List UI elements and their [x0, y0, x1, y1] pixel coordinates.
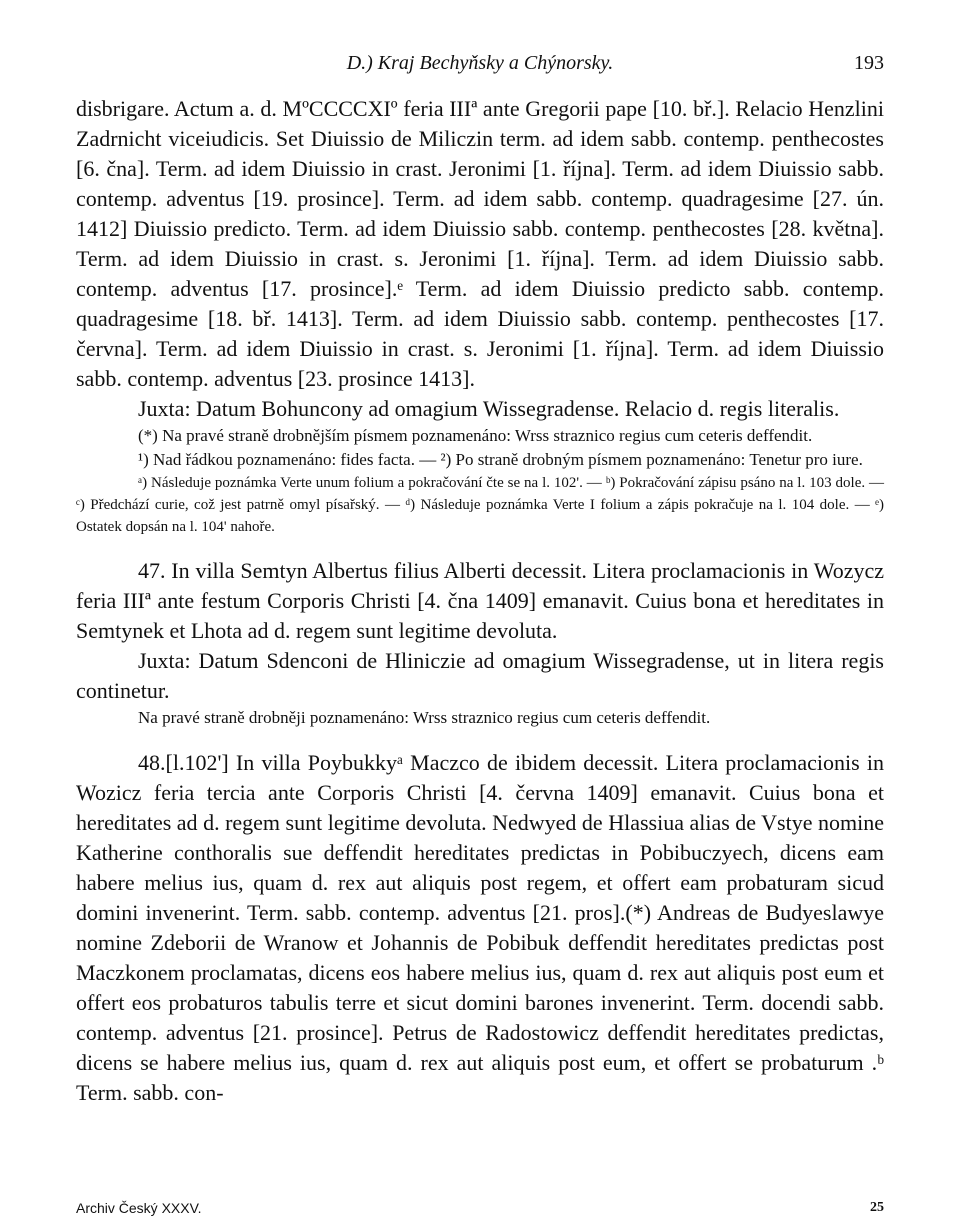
- note-marginal-46: (*) Na pravé straně drobnějším písmem poznamenáno: Wrss straznico regius cum ceteris deffendit.: [138, 426, 813, 445]
- footnotes-lettered: ᵃ) Následuje poznámka Verte unum folium a pokračování čte se na l. 102'. — ᵇ) Pokračování zápisu psáno na l. 103 dole. — ᶜ) Předchází curie, což jest patrně omyl písařský. — ᵈ) Následuje poznámka Verte I folium a zápis pokračuje na l. 104 dole. — ᵉ) Ostatek dopsán na l. 104' nahoře.: [76, 475, 884, 535]
- page-body: [76, 94, 884, 1108]
- paragraph-entry-47: 47. In villa Semtyn Albertus filius Alberti decessit. Litera proclamacionis in Wozycz feria IIIª ante festum Corporis Christi [4. čna 1409] emanavit. Cuius bona et hereditates in Semtynek et Lhota ad d. regem sunt legitime devoluta.: [76, 558, 884, 643]
- paragraph-juxta-47: Juxta: Datum Sdenconi de Hliniczie ad omagium Wissegradense, ut in litera regis continetur.: [76, 648, 884, 703]
- footer-signature: 25: [870, 1200, 884, 1215]
- running-header: D.) Kraj Bechyňsky a Chýnorsky.: [346, 52, 614, 74]
- note-marginal-47: Na pravé straně drobněji poznamenáno: Wrss straznico regius cum ceteris deffendit.: [138, 708, 711, 727]
- footnotes-numbered: ¹) Nad řádkou poznamenáno: fides facta. — ²) Po straně drobným písmem poznamenáno: Tenetur pro iure.: [138, 450, 863, 469]
- footer-publication: Archiv Český XXXV.: [76, 1200, 202, 1216]
- paragraph-entry-48: 48.[l.102'] In villa Poybukkyᵃ Maczco de ibidem decessit. Litera proclamacionis in Wozicz feria tercia ante Corporis Christi [4. června 1409] emanavit. Cuius bona et hereditates ad d. regem sunt legitime devoluta. Nedwyed de Hlassiua alias de Vstye nomine Katherine conthoralis sue deffendit hereditates predictas in Pobibuczyech, dicens eam habere melius ius, quam d. rex aut aliquis post regem, et offert eam probaturam sicud domini invenerint. Term. sabb. contemp. adventus [21. pros].(*) Andreas de Budyeslawye nomine Zdeborii de Wranow et Johannis de Pobibuk deffendit hereditates predictas post Maczkonem proclamatas, dicens eos habere melius ius, quam d. rex aut aliquis post eum et offert eos probaturos tabulis terre et sicut domini barones invenerint. Term. docendi sabb. contemp. adventus [21. prosince]. Petrus de Radostowicz deffendit hereditates predictas, dicens se habere melius ius, quam d. rex aut aliquis post eum, et offert se probaturum .ᵇ Term. sabb. con-: [76, 750, 884, 1105]
- page-number: 193: [854, 52, 884, 74]
- paragraph-juxta-46: Juxta: Datum Bohuncony ad omagium Wissegradense. Relacio d. regis literalis.: [138, 396, 840, 421]
- paragraph-entry-46-continuation: disbrigare. Actum a. d. MºCCCCXIº feria IIIª ante Gregorii pape [10. bř.]. Relacio Henzlini Zadrnicht viceiudicis. Set Diuissio de Miliczin term. ad idem sabb. contemp. penthecostes [6. čna]. Term. ad idem Diuissio in crast. Jeronimi [1. října]. Term. ad idem Diuissio sabb. contemp. adventus [19. prosince]. Term. ad idem sabb. contemp. quadragesime [27. ún. 1412] Diuissio predicto. Term. ad idem Diuissio sabb. contemp. penthecostes [28. května]. Term. ad idem Diuissio in crast. s. Jeronimi [1. října]. Term. ad idem Diuissio sabb. contemp. adventus [17. prosince].ᵉ Term. ad idem Diuissio predicto sabb. contemp. quadragesime [18. bř. 1413]. Term. ad idem Diuissio sabb. contemp. penthecostes [17. června]. Term. ad idem Diuissio in crast. s. Jeronimi [1. října]. Term. ad idem Diuissio sabb. contemp. adventus [23. prosince 1413].: [76, 96, 884, 391]
- page-footer: [76, 1200, 884, 1216]
